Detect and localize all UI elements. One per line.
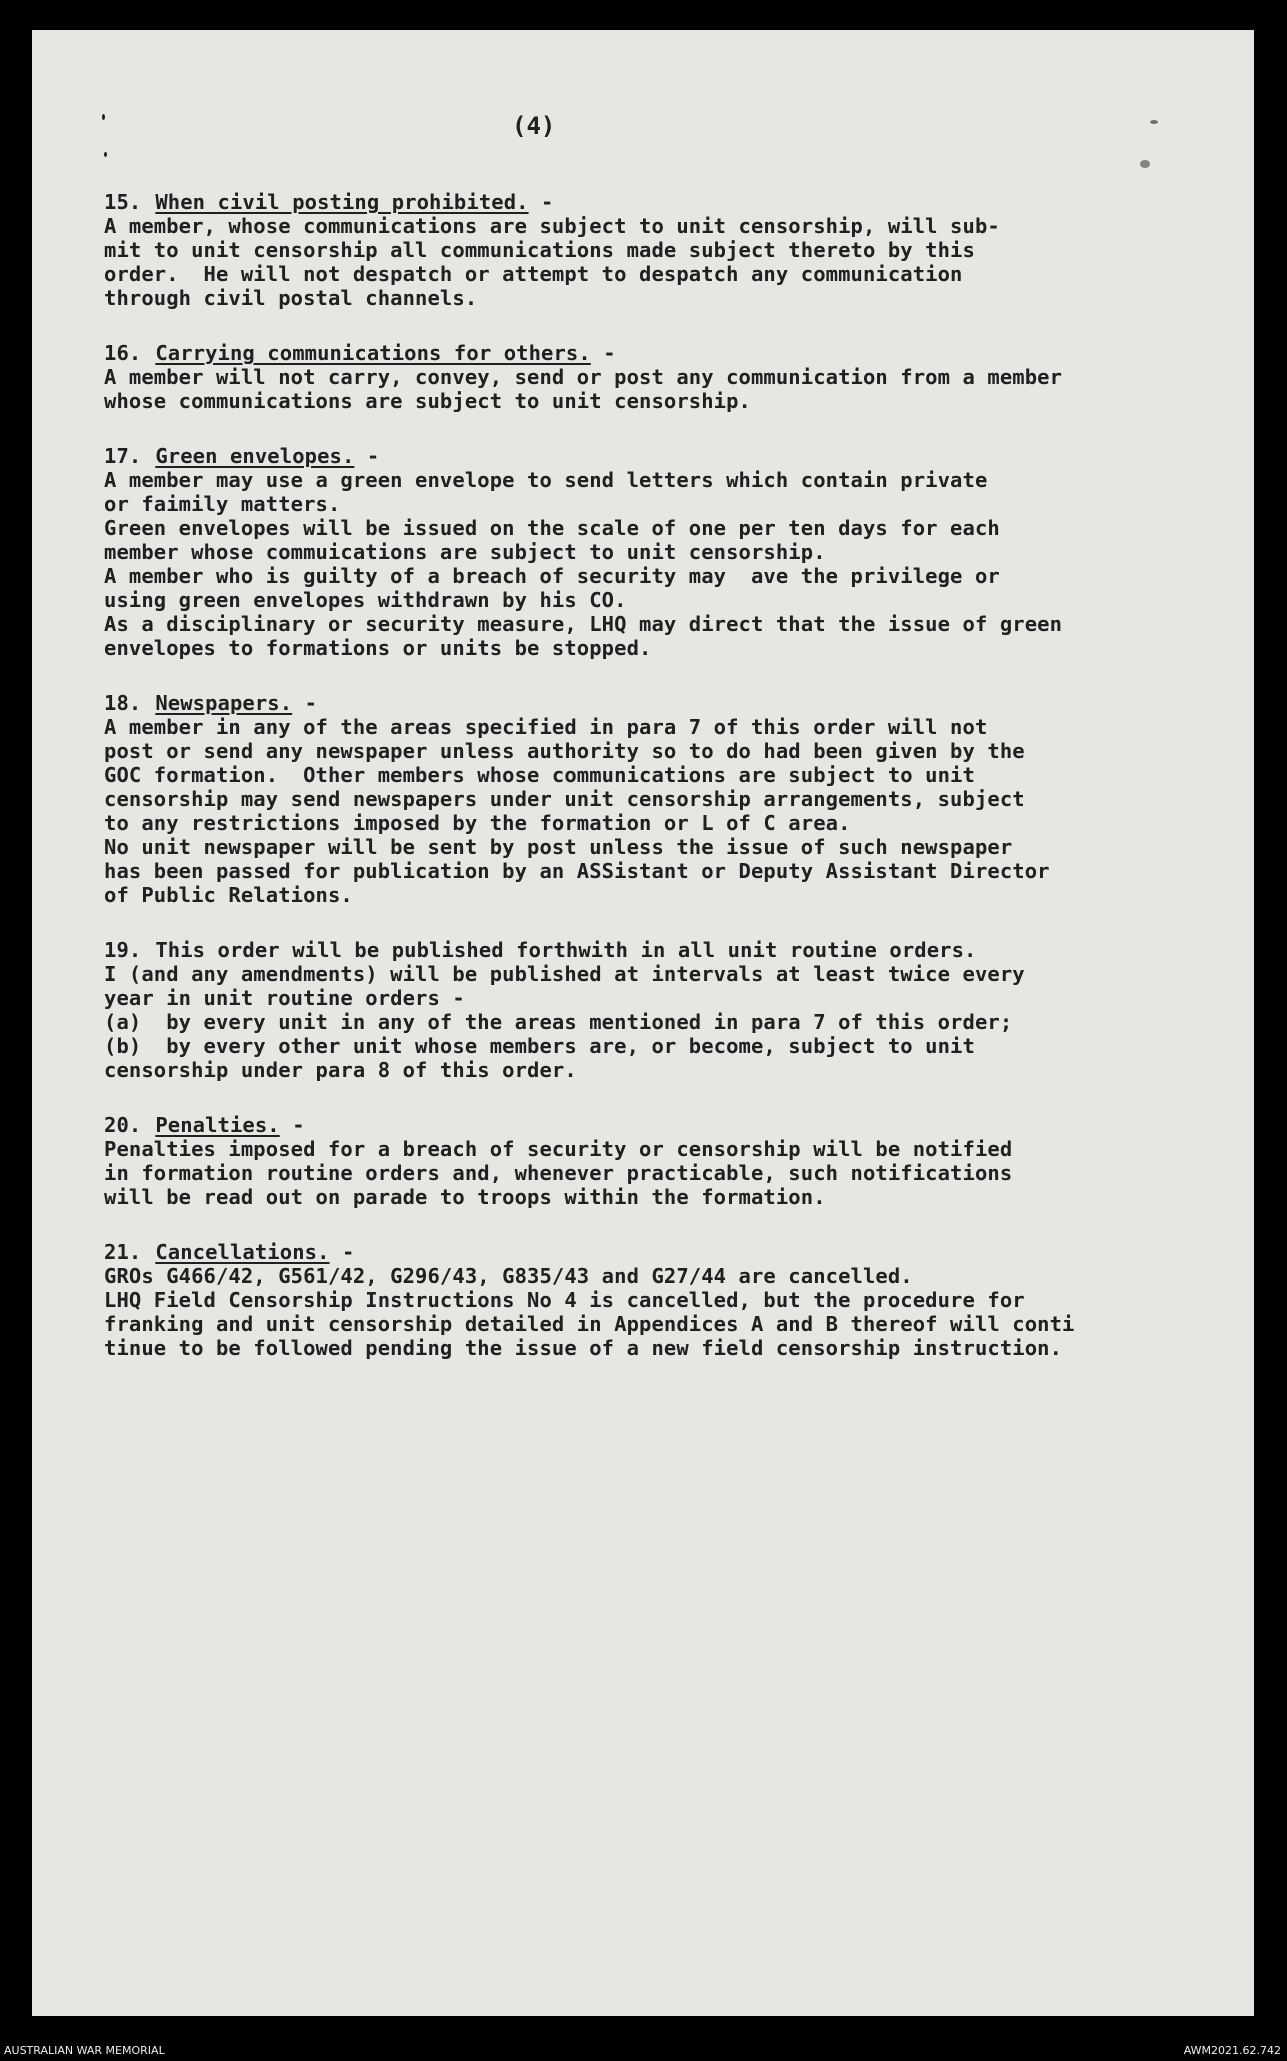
paragraph-heading — [104, 190, 1254, 214]
text-line: censorship under para 8 of this order. — [104, 1058, 577, 1082]
text-line: No unit newspaper will be sent by post unless the issue of such newspaper — [104, 835, 1013, 859]
text-line: A member may use a green envelope to send letters which contain private — [104, 468, 988, 492]
text-line: to any restrictions imposed by the formation or L of C area. — [104, 811, 851, 835]
text-line: censorship may send newspapers under unit censorship arrangements, subject — [104, 787, 1025, 811]
paragraph-17 — [104, 444, 1254, 660]
paragraph-number: 19. — [104, 938, 142, 962]
paragraph-number: 16. — [104, 341, 142, 365]
text-line: member whose commuications are subject to unit censorship. — [104, 540, 826, 564]
text-line: whose communications are subject to unit censorship. — [104, 389, 751, 413]
text-line: This order will be published forthwith in all unit routine orders. — [155, 938, 977, 962]
paragraph-first-line — [104, 938, 1254, 962]
text-line: tinue to be followed pending the issue of a new field censorship instruction. — [104, 1336, 1063, 1360]
text-line: LHQ Field Censorship Instructions No 4 is cancelled, but the procedure for — [104, 1288, 1025, 1312]
heading-dash: - — [354, 444, 380, 468]
paragraph-20 — [104, 1113, 1254, 1209]
ink-speck — [1150, 120, 1158, 124]
text-line: envelopes to formations or units be stopped. — [104, 636, 652, 660]
document-page — [32, 30, 1254, 2016]
paragraph-heading — [104, 1113, 1254, 1137]
paragraph-title: Cancellations. — [155, 1240, 330, 1264]
document-body — [104, 190, 1254, 1391]
text-line: GROs G466/42, G561/42, G296/43, G835/43 and G27/44 are cancelled. — [104, 1264, 913, 1288]
text-line: A member who is guilty of a breach of security may ave the privilege or — [104, 564, 1000, 588]
text-line: franking and unit censorship detailed in Appendices A and B thereof will conti — [104, 1312, 1075, 1336]
paragraph-number: 17. — [104, 444, 142, 468]
text-line: As a disciplinary or security measure, LHQ may direct that the issue of green — [104, 612, 1063, 636]
text-line: post or send any newspaper unless authority so to do had been given by the — [104, 739, 1025, 763]
heading-dash: - — [292, 691, 318, 715]
text-line: year in unit routine orders - — [104, 986, 465, 1010]
text-line: using green envelopes withdrawn by his CO. — [104, 588, 627, 612]
paragraph-heading — [104, 444, 1254, 468]
paragraph-16 — [104, 341, 1254, 413]
paragraph-title: When civil posting prohibited. — [155, 190, 529, 214]
footer-accession-number: AWM2021.62.742 — [1183, 2044, 1281, 2057]
paragraph-title: Carrying communications for others. — [155, 341, 591, 365]
paragraph-number: 15. — [104, 190, 142, 214]
paragraph-18 — [104, 691, 1254, 907]
text-line: I (and any amendments) will be published at intervals at least twice every — [104, 962, 1025, 986]
paragraph-21 — [104, 1240, 1254, 1360]
text-line: Penalties imposed for a breach of security or censorship will be notified — [104, 1137, 1013, 1161]
text-line: of Public Relations. — [104, 883, 353, 907]
text-line: mit to unit censorship all communications made subject thereto by this — [104, 238, 975, 262]
text-line: has been passed for publication by an ASSistant or Deputy Assistant Director — [104, 859, 1050, 883]
sub-item-a: (a) by every unit in any of the areas mentioned in para 7 of this order; — [104, 1010, 1013, 1034]
text-line: in formation routine orders and, whenever practicable, such notifications — [104, 1161, 1013, 1185]
text-line: A member in any of the areas specified in para 7 of this order will not — [104, 715, 988, 739]
paragraph-heading — [104, 691, 1254, 715]
sub-item-b: (b) by every other unit whose members are, or become, subject to unit — [104, 1034, 975, 1058]
text-line: order. He will not despatch or attempt to despatch any communication — [104, 262, 963, 286]
paragraph-number: 18. — [104, 691, 142, 715]
text-line: or faimily matters. — [104, 492, 341, 516]
text-line: A member will not carry, convey, send or post any communication from a member — [104, 365, 1063, 389]
paragraph-title: Penalties. — [155, 1113, 280, 1137]
paragraph-number: 21. — [104, 1240, 142, 1264]
text-line: through civil postal channels. — [104, 286, 478, 310]
ink-speck — [102, 114, 105, 120]
heading-dash: - — [329, 1240, 355, 1264]
paragraph-15 — [104, 190, 1254, 310]
paragraph-19 — [104, 938, 1254, 1082]
paragraph-heading — [104, 341, 1254, 365]
heading-dash: - — [590, 341, 616, 365]
page-number: (4) — [512, 112, 556, 140]
text-line: GOC formation. Other members whose communications are subject to unit — [104, 763, 975, 787]
footer-credit: AUSTRALIAN WAR MEMORIAL — [4, 2044, 165, 2057]
paragraph-number: 20. — [104, 1113, 142, 1137]
ink-speck — [1140, 160, 1150, 168]
paragraph-title: Newspapers. — [155, 691, 293, 715]
text-line: will be read out on parade to troops within the formation. — [104, 1185, 826, 1209]
paragraph-heading — [104, 1240, 1254, 1264]
text-line: A member, whose communications are subject to unit censorship, will sub- — [104, 214, 1000, 238]
ink-speck — [104, 152, 107, 157]
heading-dash: - — [528, 190, 554, 214]
paragraph-title: Green envelopes. — [155, 444, 355, 468]
heading-dash: - — [279, 1113, 305, 1137]
text-line: Green envelopes will be issued on the scale of one per ten days for each — [104, 516, 1000, 540]
